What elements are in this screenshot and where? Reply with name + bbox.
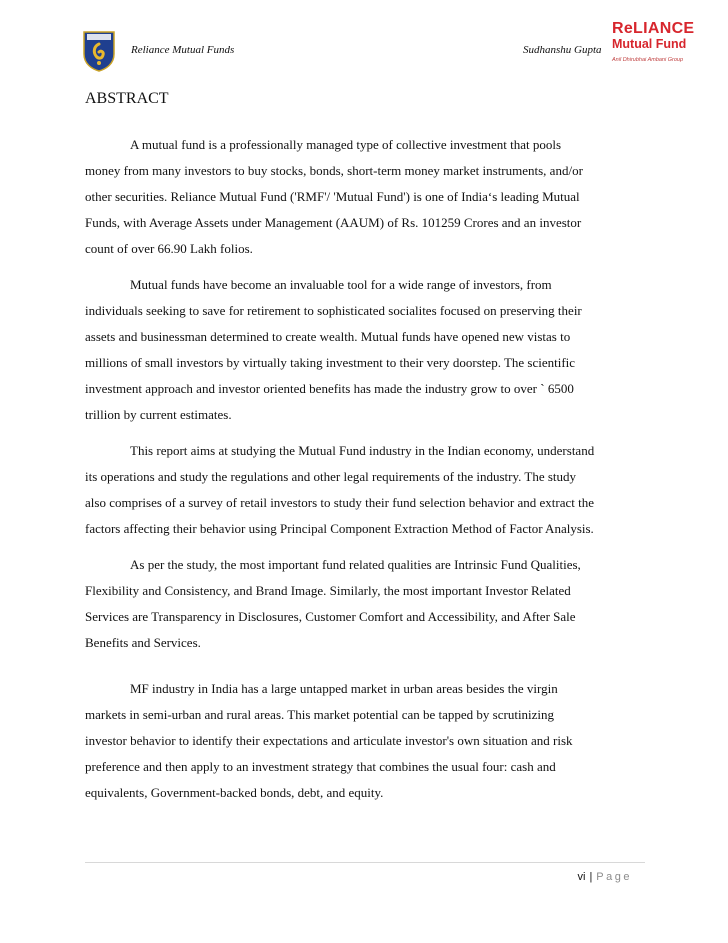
abstract-body xyxy=(85,132,595,816)
page-number: vi xyxy=(577,871,586,883)
page-label: Page xyxy=(596,871,632,883)
section-heading: ABSTRACT xyxy=(85,90,169,107)
footer-separator: | xyxy=(589,871,593,883)
reliance-mutual-fund-logo xyxy=(612,20,704,72)
logo-line2: Mutual Fund xyxy=(612,37,687,51)
paragraph-3: This report aims at studying the Mutual Fund industry in the Indian economy, understand its operations and study the regulations and other legal requirements of the industry. The study also comprises of a survey of retail investors to study their fund selection behavior and extract the factors affecting their behavior using Principal Component Extraction Method of Factor Analysis. xyxy=(85,443,595,536)
paragraph-5: MF industry in India has a large untapped market in urban areas besides the virgin markets in semi-urban and rural areas. This market potential can be tapped by scrutinizing investor behavior to identify their expectations and articulate investor's own situation and risk preference and then apply to an investment strategy that combines the usual four: cash and equivalents, Government-backed bonds, debt, and equity. xyxy=(85,681,573,800)
page-footer xyxy=(577,871,632,883)
page-header xyxy=(0,0,728,80)
paragraph-2: Mutual funds have become an invaluable tool for a wide range of investors, from individuals seeking to save for retirement to sophisticated socialites focused on preserving their assets and businessman determined to create wealth. Mutual funds have opened new vistas to millions of small investors by virtually taking investment to their very doorstep. The scientific investment approach and investor oriented benefits has made the industry grow to over ` 6500 trillion by current estimates. xyxy=(85,277,582,422)
paragraph-1: A mutual fund is a professionally managed type of collective investment that pools money from many investors to buy stocks, bonds, short-term money market instruments, and/or other securities. Reliance Mutual Fund ('RMF'/ 'Mutual Fund') is one of India‘s leading Mutual Funds, with Average Assets under Management (AAUM) of Rs. 101259 Crores and an investor count of over 66.90 Lakh folios. xyxy=(85,137,583,256)
institute-crest-logo xyxy=(82,30,116,72)
paragraph-4: As per the study, the most important fund related qualities are Intrinsic Fund Qualities, Flexibility and Consistency, and Brand Image. Similarly, the most important Investor Related Services are Transparency in Disclosures, Customer Comfort and Accessibility, and After Sale Benefits and Services. xyxy=(85,557,581,650)
logo-tagline: Anil Dhirubhai Ambani Group xyxy=(612,57,684,63)
header-left-text: Reliance Mutual Funds xyxy=(131,44,235,56)
footer-divider xyxy=(85,862,645,863)
logo-line1: ReLIANCE xyxy=(612,20,695,37)
header-right-text: Sudhanshu Gupta xyxy=(523,44,602,56)
